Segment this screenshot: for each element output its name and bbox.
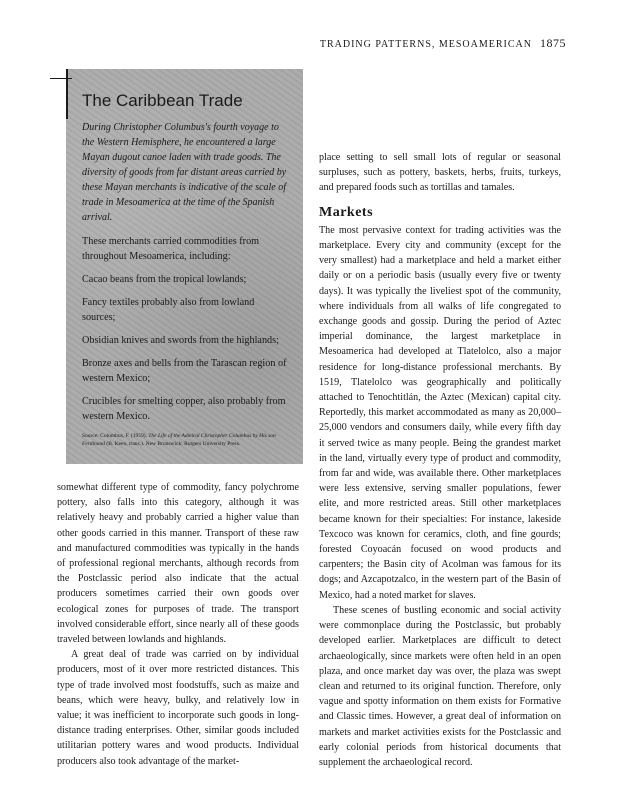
body-paragraph: A great deal of trade was carried on by individual producers, most of it over more restricted distances. This type of trade involved most foodstuffs, such as maize and beans, which were heavy, bulky, and relatively low in value; it was inefficient to incorporate such goods in long-distance trading enterprises. Other, similar goods included utilitarian pottery wares and wood products. Individual producers also took advantage of the market- bbox=[57, 649, 299, 767]
page-number: 1875 bbox=[540, 36, 566, 50]
body-paragraph: These scenes of bustling economic and social activity were commonplace during the Postclassic, but probably developed earlier. Marketplaces are difficult to detect archaeologically, since markets were often held in an open plaza, and once market day was over, the plaza was swept clean and returned to its original function. Therefore, only vague and spotty information on them exists for Formative and Classic times. However, a great deal of information on markets and market activities exists for the Postclassic and early colonial periods from historical documents that supplement the archaeological record. bbox=[319, 604, 561, 768]
source-suffix: (B. Keen, trans.). New Brunswick: Rutgers University Press. bbox=[105, 441, 241, 447]
sidebar-paragraph: Crucibles for smelting copper, also probably from western Mexico. bbox=[82, 396, 286, 422]
sidebar-rule-horizontal bbox=[50, 78, 72, 79]
sidebar-paragraph: Obsidian knives and swords from the highlands; bbox=[82, 335, 279, 346]
sidebar-paragraph: These merchants carried commodities from throughout Mesoamerica, including: bbox=[82, 236, 260, 262]
sidebar-title: The Caribbean Trade bbox=[82, 91, 243, 110]
sidebar-source bbox=[82, 432, 290, 448]
continuation-paragraph: place setting to sell small lots of regular or seasonal surpluses, such as pottery, baskets, herbs, fruits, turkeys, and prepared foods such as tortillas and tamales. bbox=[319, 152, 561, 194]
right-column bbox=[319, 150, 561, 770]
running-head bbox=[320, 36, 566, 51]
section-heading-markets: Markets bbox=[319, 204, 374, 220]
sidebar-paragraph: Cacao beans from the tropical lowlands; bbox=[82, 274, 247, 285]
body-paragraph: The most pervasive context for trading activities was the marketplace. Every city and community (except for the very smallest) had a marketplace and held a market either daily or on a periodic basis (usually every five or twenty days). It was typically the liveliest spot of the community, where individuals from all walks of life congregated to exchange goods and gossip. During the period of Aztec imperial dominance, the largest marketplace in Mesoamerica had developed at Tlatelolco, also a major residence for long-distance professional merchants. By 1519, Tlatelolco was geographically and politically attached to Tenochtitlán, the Aztec (Mexican) capital city. Reportedly, this market accommodated as many as 20,000–25,000 vendors and consumers daily, while every fifth day it served twice as many people. Being the grandest market in the land, virtually every type of product and commodity, from far and wide, was available there. Other marketplaces were less extensive, serving smaller populations, fewer elite, and more restricted areas. Still other marketplaces became known for their specialties: For instance, lakeside Texcoco was known for ceramics, cloth, and fine gourds; forested Coyoacán focused on wood products and carpenters; the Basin city of Acolman was famous for its dogs; and Azcapotzalco, in the western part of the Basin of Mexico, had a noted market for slaves. bbox=[319, 224, 561, 601]
sidebar-paragraph: Fancy textiles probably also from lowland sources; bbox=[82, 297, 255, 323]
body-paragraph: somewhat different type of commodity, fancy polychrome pottery, also falls into this category, although it was relatively heavy and probably carried a higher value than other goods carried in this manner. Transport of these raw and manufactured commodities was typically in the hands of professional regional merchants, although records from the Postclassic period also indicate that the actual producers sometimes carried their own goods over ecological zones for purposes of trade. The transport involved considerable effort, since nearly all of these goods traveled between lowlands and highlands. bbox=[57, 482, 299, 646]
sidebar-content bbox=[82, 91, 290, 448]
left-column bbox=[57, 480, 299, 769]
sidebar-intro: During Christopher Columbus's fourth voyage to the Western Hemisphere, he encountered a large Mayan dugout canoe laden with trade goods. The diversity of goods from far distant areas carried by these Mayan merchants is indicative of the scale of trade in Mesoamerica at the time of the Spanish arrival. bbox=[82, 122, 287, 223]
running-head-section: TRADING PATTERNS, MESOAMERICAN bbox=[319, 39, 532, 50]
sidebar-paragraph: Bronze axes and bells from the Tarascan region of western Mexico; bbox=[82, 358, 287, 384]
sidebar-rule-vertical bbox=[66, 69, 68, 119]
source-prefix: Source: Columbus, F. (1959). bbox=[82, 433, 149, 439]
source-title: The Life of the Admiral Christopher Columbus by His son Ferdinand bbox=[82, 433, 276, 447]
sidebar-box bbox=[66, 69, 303, 464]
